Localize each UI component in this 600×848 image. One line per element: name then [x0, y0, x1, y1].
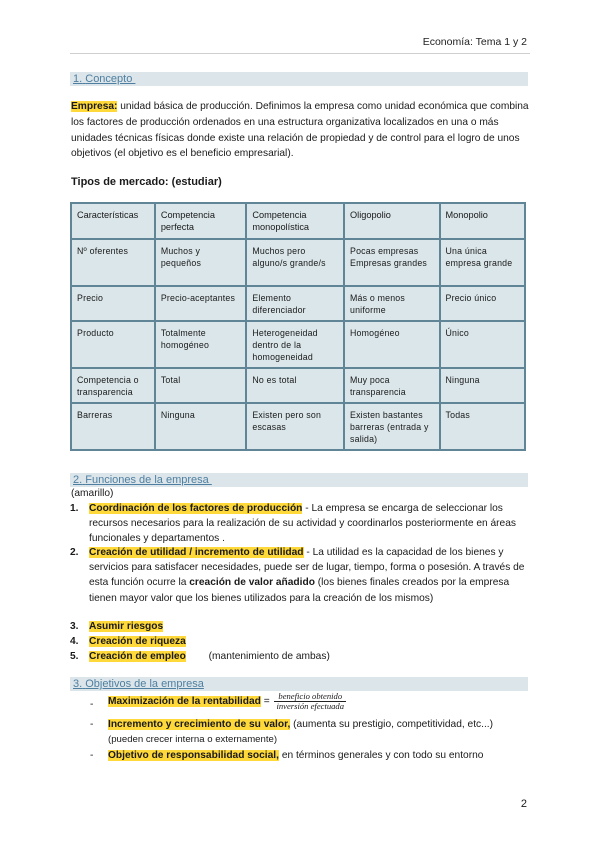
- table-cell: Barreras: [71, 403, 155, 450]
- list-number: 2.: [70, 547, 79, 558]
- objective-title: Maximización de la rentabilidad: [108, 696, 261, 708]
- rentability-fraction: [274, 692, 346, 711]
- list-number: 1.: [70, 503, 79, 514]
- section-2-number: 2.: [73, 474, 83, 486]
- table-cell: Todas: [440, 403, 526, 450]
- function-title: Creación de utilidad / incremento de utilidad: [89, 547, 304, 558]
- table-cell: Muchos y pequeños: [155, 239, 247, 286]
- table-cell: Precio-aceptantes: [155, 286, 247, 321]
- definition-paragraph: [71, 99, 531, 162]
- table-cell: Heterogeneidad dentro de la homogeneidad: [246, 321, 344, 368]
- section-3-title: Objetivos de la empresa: [85, 678, 204, 690]
- definition-text: unidad básica de producción. Definimos la empresa como unidad económica que combina los factores de producción ordenados en una estructura organizativa localizados en una o más unidades técnicas físicas donde existe una relación de propiedad y de control para el logro de unos objetivos (el objetivo es el beneficio empresarial).: [71, 101, 529, 160]
- table-cell: Precio único: [440, 286, 526, 321]
- table-header-cell: Competencia monopolística: [246, 203, 344, 239]
- list-item: [90, 691, 528, 711]
- fraction-numerator: beneficio obtenido: [274, 692, 346, 702]
- section-3-number: 3.: [73, 678, 83, 690]
- objective-title: Incremento y crecimiento de su valor,: [108, 719, 291, 730]
- list-item: [70, 649, 529, 664]
- section-3-heading: [73, 677, 204, 691]
- section-1-bar: [70, 72, 528, 86]
- table-cell: Pocas empresas Empresas grandes: [344, 239, 440, 286]
- table-header-row: [71, 203, 525, 239]
- table-cell: Único: [440, 321, 526, 368]
- section-1-title: Concepto: [85, 73, 136, 85]
- table-cell: Total: [155, 368, 247, 403]
- table-header-cell: Oligopolio: [344, 203, 440, 239]
- list-number: 4.: [70, 636, 79, 647]
- table-row: [71, 403, 525, 450]
- list-number: 3.: [70, 621, 79, 632]
- table-cell: Totalmente homogéneo: [155, 321, 247, 368]
- list-item: [70, 634, 529, 649]
- function-bold-text: creación de valor añadido: [189, 577, 315, 589]
- page-number: 2: [520, 798, 527, 810]
- table-row: [71, 239, 525, 286]
- table-cell: Ninguna: [155, 403, 247, 450]
- table-cell: Más o menos uniforme: [344, 286, 440, 321]
- objective-note: (pueden crecer interna o externamente): [108, 734, 278, 746]
- table-cell: Homogéneo: [344, 321, 440, 368]
- list-item: [90, 748, 528, 763]
- list-item: [70, 501, 529, 547]
- function-title: Creación de empleo: [89, 651, 186, 662]
- market-types-heading: Tipos de mercado: (estudiar): [71, 176, 222, 188]
- header-divider: [70, 53, 530, 54]
- function-text: - La utilidad es la capacidad de los bienes y servicios para satisfacer necesidades, puede ser de lugar, tiempo, forma o posesión. A través de esta función ocurre la: [89, 547, 525, 589]
- list-item: [90, 717, 528, 747]
- table-row: [71, 321, 525, 368]
- function-title: Asumir riesgos: [89, 621, 164, 632]
- list-item: [70, 545, 529, 606]
- table-cell: Una única empresa grande: [440, 239, 526, 286]
- term-empresa: Empresa:: [71, 101, 118, 112]
- list-dash: -: [90, 699, 94, 710]
- objective-text: (aumenta su prestigio, competitividad, etc...): [290, 719, 494, 730]
- table-cell: Muchos pero alguno/s grande/s: [246, 239, 344, 286]
- objective-title: Objetivo de responsabilidad social,: [108, 750, 279, 761]
- table-header-cell: Competencia perfecta: [155, 203, 247, 239]
- section-1-heading: [73, 72, 135, 86]
- table-header-cell: Características: [71, 203, 155, 239]
- list-item: [70, 619, 529, 634]
- list-dash: -: [90, 750, 94, 761]
- function-title: Coordinación de los factores de producción: [89, 503, 303, 514]
- table-cell: Ninguna: [440, 368, 526, 403]
- table-cell: Elemento diferenciador: [246, 286, 344, 321]
- section-2-title: Funciones de la empresa: [85, 474, 212, 486]
- table-cell: Existen pero son escasas: [246, 403, 344, 450]
- table-cell: Existen bastantes barreras (entrada y salida): [344, 403, 440, 450]
- function-title: Creación de riqueza: [89, 636, 186, 647]
- table-row: [71, 286, 525, 321]
- table-row: [71, 368, 525, 403]
- function-text: (los bienes finales creados por la empresa tienen mayor valor que los bienes utilizados para la creación de los mismos): [89, 577, 510, 604]
- objective-text: en términos generales y con todo su entorno: [278, 750, 484, 761]
- market-types-table: [70, 202, 526, 451]
- equals-sign: =: [260, 696, 273, 708]
- function-note: (mantenimiento de ambas): [208, 651, 330, 662]
- section-1-number: 1.: [73, 73, 83, 85]
- table-cell: Precio: [71, 286, 155, 321]
- section-2-heading: [73, 473, 212, 487]
- table-cell: Muy poca transparencia: [344, 368, 440, 403]
- list-number: 5.: [70, 651, 79, 662]
- table-cell: Competencia o transparencia: [71, 368, 155, 403]
- function-text: - La empresa se encarga de seleccionar los recursos necesarios para la realización de su actividad y coordinarlos posteriormente en áreas funcionales y departamentos .: [89, 503, 516, 545]
- list-dash: -: [90, 719, 94, 730]
- table-cell: No es total: [246, 368, 344, 403]
- table-cell: Nº oferentes: [71, 239, 155, 286]
- table-cell: Producto: [71, 321, 155, 368]
- fraction-denominator: inversión efectuada: [276, 701, 345, 711]
- header-title: Economía: Tema 1 y 2: [422, 36, 527, 48]
- section-2-note: (amarillo): [71, 488, 114, 499]
- table-header-cell: Monopolio: [440, 203, 526, 239]
